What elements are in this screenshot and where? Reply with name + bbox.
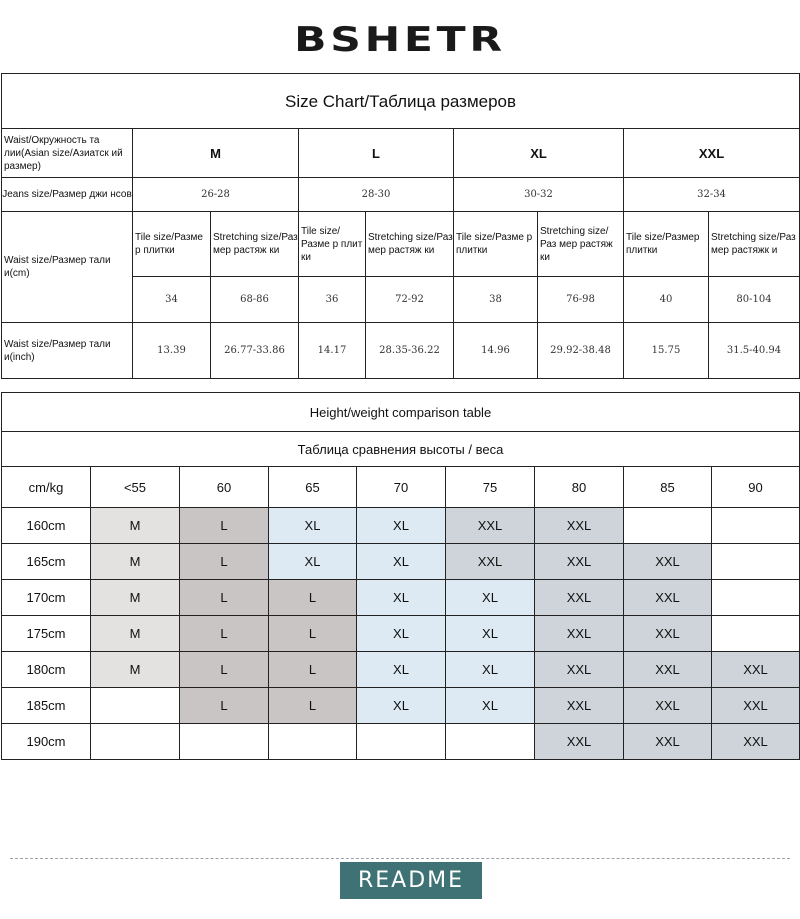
size-cell: XXL bbox=[624, 616, 712, 652]
size-cell: L bbox=[180, 616, 269, 652]
size-cell: XXL bbox=[535, 724, 624, 760]
size-cell: L bbox=[180, 652, 269, 688]
weight-header: <55 bbox=[91, 467, 180, 508]
size-cell bbox=[624, 508, 712, 544]
size-cell bbox=[446, 724, 535, 760]
waist-cm-value: 80-104 bbox=[709, 277, 800, 323]
jeans-size-label: Jeans size/Размер джи нсов bbox=[2, 178, 133, 212]
size-cell: XL bbox=[357, 580, 446, 616]
size-cell: XXL bbox=[446, 508, 535, 544]
jeans-size-value: 32-34 bbox=[624, 178, 800, 212]
size-cell: XXL bbox=[624, 652, 712, 688]
size-cell: XXL bbox=[624, 724, 712, 760]
height-label: 170cm bbox=[2, 580, 91, 616]
size-chart-title: Size Chart/Таблица размеров bbox=[2, 74, 800, 129]
size-cell: XXL bbox=[535, 508, 624, 544]
waist-inch-value: 13.39 bbox=[133, 323, 211, 379]
comparison-title: Height/weight comparison table bbox=[2, 393, 800, 432]
size-cell: XL bbox=[269, 544, 357, 580]
weight-header: 80 bbox=[535, 467, 624, 508]
size-cell: L bbox=[180, 544, 269, 580]
size-cell: XXL bbox=[535, 580, 624, 616]
waist-asian-size-label: Waist/Окружность та лии(Asian size/Азиатск ий размер) bbox=[2, 129, 133, 178]
height-label: 185cm bbox=[2, 688, 91, 724]
size-cell: XXL bbox=[712, 652, 800, 688]
size-cell: XL bbox=[357, 508, 446, 544]
size-cell: XL bbox=[446, 580, 535, 616]
size-cell: L bbox=[269, 688, 357, 724]
size-cell: M bbox=[91, 508, 180, 544]
size-cell: XXL bbox=[535, 616, 624, 652]
corner-label: cm/kg bbox=[2, 467, 91, 508]
tile-size-header: Tile size/Разме р плит ки bbox=[299, 212, 366, 277]
height-label: 160cm bbox=[2, 508, 91, 544]
size-cell bbox=[712, 580, 800, 616]
table-row bbox=[2, 544, 800, 580]
tile-size-header: Tile size/Разме р плитки bbox=[133, 212, 211, 277]
weight-header: 70 bbox=[357, 467, 446, 508]
size-cell bbox=[357, 724, 446, 760]
waist-cm-value: 68-86 bbox=[211, 277, 299, 323]
size-cell: M bbox=[91, 580, 180, 616]
size-cell: L bbox=[269, 616, 357, 652]
size-cell: L bbox=[269, 580, 357, 616]
stretching-size-header: Stretching size/Раз мер растяж ки bbox=[366, 212, 454, 277]
waist-cm-value: 36 bbox=[299, 277, 366, 323]
size-cell bbox=[712, 544, 800, 580]
jeans-size-value: 28-30 bbox=[299, 178, 454, 212]
size-cell: XL bbox=[446, 652, 535, 688]
waist-inch-label: Waist size/Размер тали и(inch) bbox=[2, 323, 133, 379]
size-cell: M bbox=[91, 544, 180, 580]
waist-inch-value: 15.75 bbox=[624, 323, 709, 379]
size-xl-header: XL bbox=[454, 129, 624, 178]
table-row bbox=[2, 616, 800, 652]
tile-size-header: Tile size/Размер плитки bbox=[624, 212, 709, 277]
waist-cm-label: Waist size/Размер тали и(cm) bbox=[2, 212, 133, 323]
size-cell: XL bbox=[269, 508, 357, 544]
waist-cm-value: 38 bbox=[454, 277, 538, 323]
size-cell: XL bbox=[446, 688, 535, 724]
size-cell bbox=[712, 616, 800, 652]
size-cell: XXL bbox=[624, 580, 712, 616]
waist-inch-value: 26.77-33.86 bbox=[211, 323, 299, 379]
jeans-size-value: 26-28 bbox=[133, 178, 299, 212]
size-cell bbox=[180, 724, 269, 760]
readme-banner: README bbox=[340, 862, 482, 899]
table-row bbox=[2, 580, 800, 616]
height-label: 165cm bbox=[2, 544, 91, 580]
table-row bbox=[2, 724, 800, 760]
waist-inch-value: 14.17 bbox=[299, 323, 366, 379]
stretching-size-header: Stretching size/Раз мер растяж ки bbox=[211, 212, 299, 277]
size-cell: XL bbox=[357, 616, 446, 652]
height-label: 190cm bbox=[2, 724, 91, 760]
size-m-header: M bbox=[133, 129, 299, 178]
stretching-size-header: Stretching size/Раз мер растяжк и bbox=[709, 212, 800, 277]
size-cell: XL bbox=[446, 616, 535, 652]
size-cell: XXL bbox=[712, 724, 800, 760]
size-cell: M bbox=[91, 652, 180, 688]
size-cell: XL bbox=[357, 652, 446, 688]
table-row bbox=[2, 688, 800, 724]
size-cell: M bbox=[91, 616, 180, 652]
waist-inch-value: 14.96 bbox=[454, 323, 538, 379]
size-cell bbox=[91, 688, 180, 724]
height-label: 175cm bbox=[2, 616, 91, 652]
size-cell bbox=[91, 724, 180, 760]
size-cell: XL bbox=[357, 544, 446, 580]
table-row bbox=[2, 508, 800, 544]
size-cell: XL bbox=[357, 688, 446, 724]
weight-header: 65 bbox=[269, 467, 357, 508]
stretching-size-header: Stretching size/Раз мер растяж ки bbox=[538, 212, 624, 277]
height-weight-table bbox=[1, 392, 800, 760]
size-xxl-header: XXL bbox=[624, 129, 800, 178]
tile-size-header: Tile size/Разме р плитки bbox=[454, 212, 538, 277]
height-label: 180cm bbox=[2, 652, 91, 688]
jeans-size-value: 30-32 bbox=[454, 178, 624, 212]
size-cell bbox=[269, 724, 357, 760]
weight-header: 60 bbox=[180, 467, 269, 508]
size-cell: XXL bbox=[624, 544, 712, 580]
size-cell: XXL bbox=[535, 652, 624, 688]
waist-cm-value: 72-92 bbox=[366, 277, 454, 323]
waist-cm-value: 76-98 bbox=[538, 277, 624, 323]
size-l-header: L bbox=[299, 129, 454, 178]
weight-header: 75 bbox=[446, 467, 535, 508]
comparison-subtitle: Таблица сравнения высоты / веса bbox=[2, 432, 800, 467]
size-cell: XXL bbox=[446, 544, 535, 580]
size-cell: L bbox=[180, 508, 269, 544]
size-chart-table bbox=[1, 73, 800, 379]
waist-cm-value: 34 bbox=[133, 277, 211, 323]
table-row bbox=[2, 652, 800, 688]
size-cell: XXL bbox=[535, 544, 624, 580]
waist-inch-value: 29.92-38.48 bbox=[538, 323, 624, 379]
size-cell: L bbox=[180, 688, 269, 724]
weight-header: 85 bbox=[624, 467, 712, 508]
size-cell: XXL bbox=[712, 688, 800, 724]
size-cell: XXL bbox=[624, 688, 712, 724]
size-cell: L bbox=[180, 580, 269, 616]
waist-cm-value: 40 bbox=[624, 277, 709, 323]
divider-line bbox=[10, 858, 790, 859]
waist-inch-value: 28.35-36.22 bbox=[366, 323, 454, 379]
weight-header: 90 bbox=[712, 467, 800, 508]
brand-logo: BSHETR bbox=[294, 20, 506, 60]
size-cell bbox=[712, 508, 800, 544]
size-cell: L bbox=[269, 652, 357, 688]
size-cell: XXL bbox=[535, 688, 624, 724]
waist-inch-value: 31.5-40.94 bbox=[709, 323, 800, 379]
